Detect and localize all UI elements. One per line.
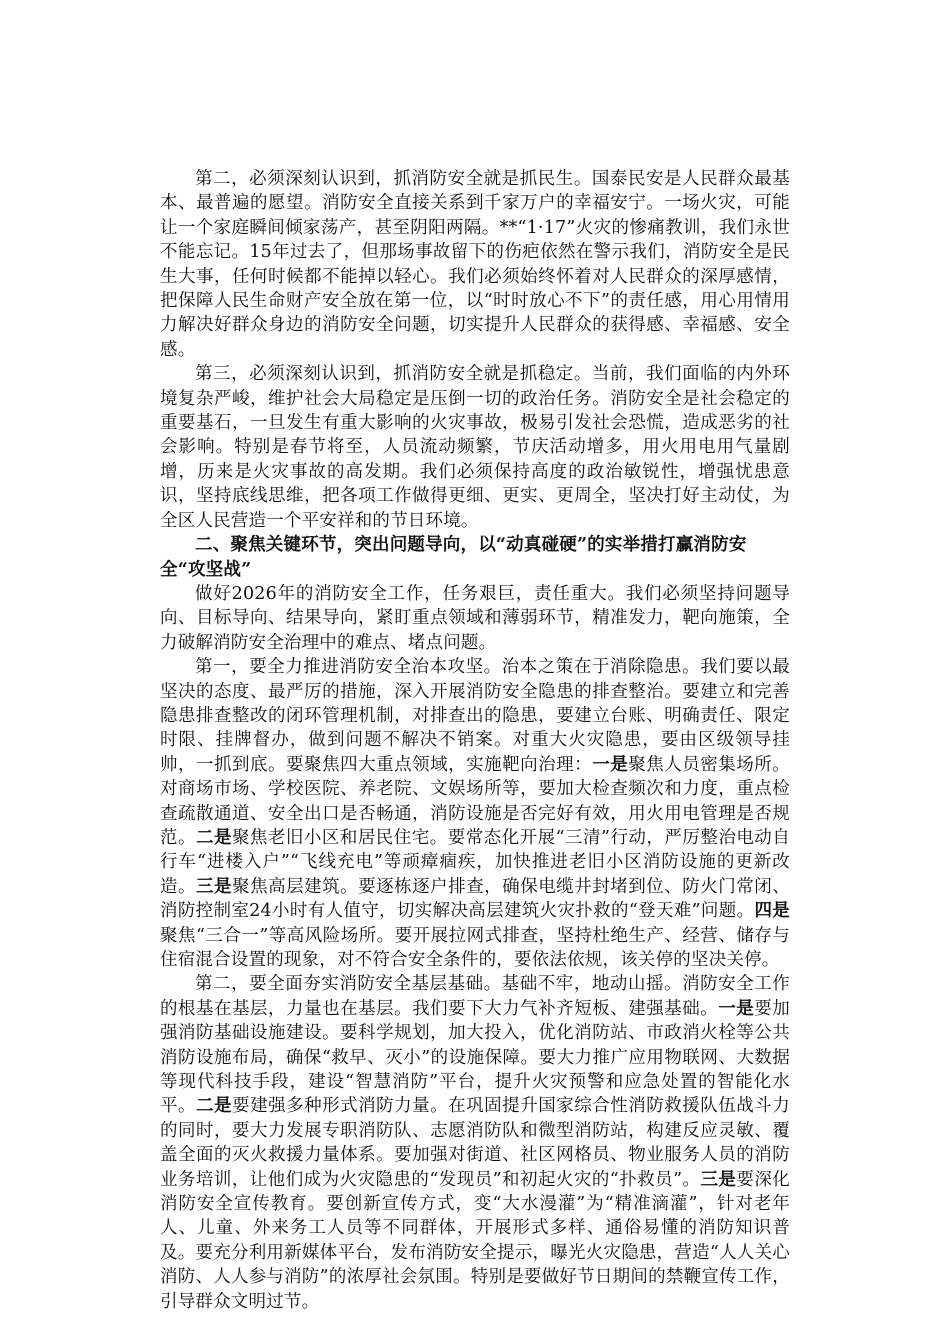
text-run: 第二，必须深刻认识到，抓消防安全就是抓民生。国泰民安是人民群众最基本、最普遍的愿望。消防安全直接关系到千家万户的幸福安宁。一场火灾，可能让一个家庭瞬间倾家荡产，甚至阴阳两隔。**“1·17”火灾的惨痛教训，我们永世不能忘记。15年过去了，但那场事故留下的伤疤依然在警示我们，消防安全是民生大事，任何时候都不能掉以轻心。我们必须始终怀着对人民群众的深厚感情，把保障人民生命财产安全放在第一位，以“时时放心不下”的责任感，用心用情用力解决好群众身边的消防安全问题，切实提升人民群众的获得感、幸福感、安全感。 (160, 169, 790, 360)
bold-marker: 三是 (196, 876, 233, 897)
text-run: 聚焦“三合一”等高风险场所。要开展拉网式排查，坚持杜绝生产、经营、储存与住宿混合设置的现象，对不符合安全条件的，要依法依规，该关停的坚决关停。 (160, 925, 790, 970)
bold-marker: 四是 (754, 901, 790, 922)
bold-marker: 一是 (592, 754, 629, 775)
paragraph-stability (160, 362, 790, 533)
section-heading (160, 533, 790, 582)
bold-marker: 二是 (195, 827, 232, 848)
paragraph-governance (160, 655, 790, 972)
text-run: 要建强多种形式消防力量。在巩固提升国家综合性消防救援队伍战斗力的同时，要大力发展专职消防队、志愿消防队和微型消防站，构建反应灵敏、覆盖全面的灭火救援力量体系。要加强对街道、社区网格员、物业服务人员的消防业务培训，让他们成为火灾隐患的“发现员”和初起火灾的“扑救员”。 (160, 1096, 791, 1190)
text-run: 要加强消防基础设施建设。要科学规划，加大投入，优化消防站、市政消火栓等公共消防设施布局，确保“救早、灭小”的设施保障。要大力推广应用物联网、大数据等现代科技手段，建设“智慧消防”平台，提升火灾预警和应急处置的智能化水平。 (160, 998, 791, 1117)
text-run: 做好2026年的消防安全工作，任务艰巨，责任重大。我们必须坚持问题导向、目标导向、结果导向，紧盯重点领域和薄弱环节，精准发力，靶向施策，全力破解消防安全治理中的难点、堵点问题。 (160, 583, 790, 653)
paragraph-livelihood (160, 167, 790, 362)
text-run: 第二，要全面夯实消防安全基层基础。基础不牢，地动山摇。消防安全工作的根基在基层，力量也在基层。我们要下大力气补齐短板、建强基础。 (160, 974, 790, 1019)
heading-text: 二、聚焦关键环节，突出问题导向，以“动真碰硬”的实举措打赢消防安全“攻坚战” (160, 535, 747, 580)
bold-marker: 一是 (718, 998, 755, 1019)
text-run: 聚焦人员密集场所。对商场市场、学校医院、养老院、文娱场所等，要加大检查频次和力度，重点检查疏散通道、安全出口是否畅通，消防设施是否完好有效，用火用电管理是否规范。 (160, 754, 790, 848)
text-run: 聚焦高层建筑。要逐栋逐户排查，确保电缆井封堵到位、防火门常闭、消防控制室24小时有人值守，切实解决高层建筑火灾扑救的“登天难”问题。 (160, 876, 791, 922)
bold-marker: 二是 (196, 1096, 233, 1117)
document-page (160, 167, 790, 1314)
text-run: 第三，必须深刻认识到，抓消防安全就是抓稳定。当前，我们面临的内外环境复杂严峻，维护社会大局稳定是压倒一切的政治任务。消防安全是社会稳定的重要基石，一旦发生有重大影响的火灾事故，极易引发社会恐慌，造成恶劣的社会影响。特别是春节将至，人员流动频繁，节庆活动增多，用火用电用气量剧增，历来是火灾事故的高发期。我们必须保持高度的政治敏锐性，增强忧患意识，坚持底线思维，把各项工作做得更细、更实、更周全，坚决打好主动仗，为全区人民营造一个平安祥和的节日环境。 (160, 364, 790, 531)
text-run: 第一，要全力推进消防安全治本攻坚。治本之策在于消除隐患。我们要以最坚决的态度、最严厉的措施，深入开展消防安全隐患的排查整治。要建立和完善隐患排查整改的闭环管理机制，对排查出的隐患，要建立台账、明确责任、限定时限、挂牌督办，做到问题不解决不销案。对重大火灾隐患，要由区级领导挂帅，一抓到底。要聚焦四大重点领域，实施靶向治理： (160, 657, 790, 775)
bold-marker: 三是 (700, 1169, 737, 1190)
paragraph-intro (160, 582, 790, 655)
text-run: 要深化消防安全宣传教育。要创新宣传方式，变“大水漫灌”为“精准滴灌”，针对老年人、儿童、外来务工人员等不同群体，开展形式多样、通俗易懂的消防知识普及。要充分利用新媒体平台，发布消防安全提示，曝光火灾隐患，营造“人人关心消防、人人参与消防”的浓厚社会氛围。特别是要做好节日期间的禁鞭宣传工作，引导群众文明过节。 (160, 1169, 790, 1312)
paragraph-foundation (160, 972, 790, 1314)
text-run: 聚焦老旧小区和居民住宅。要常态化开展“三清”行动，严厉整治电动自行车“进楼入户”“飞线充电”等顽瘴痼疾，加快推进老旧小区消防设施的更新改造。 (160, 827, 790, 897)
